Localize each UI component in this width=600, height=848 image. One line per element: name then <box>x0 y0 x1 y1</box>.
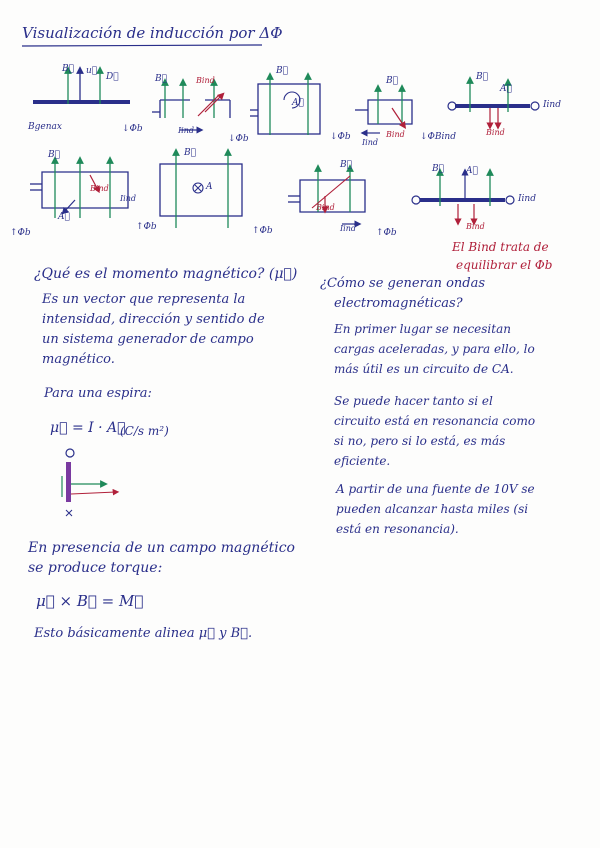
d9-a-label: A⃗ <box>466 166 478 176</box>
title-underline <box>22 45 262 46</box>
red-note-line-2: equilibrar el Φb <box>456 258 553 272</box>
espira-heading: Para una espira: <box>44 386 152 401</box>
answer-2-line-2: cargas aceleradas, y para ello, lo <box>334 342 535 356</box>
d1-d-label: D⃗ <box>106 72 119 82</box>
d2-bind-label: Bind <box>196 76 215 85</box>
d7-phi-label: ↑Φb <box>136 222 157 232</box>
answer-1-line-2: intensidad, dirección y sentido de <box>42 312 265 327</box>
answer-3-line-4: eficiente. <box>334 454 391 468</box>
page-title: Visualización de inducción por ΔΦ <box>22 24 283 42</box>
d5-b-label: B⃗ <box>476 72 489 82</box>
answer-1-line-3: un sistema generador de campo <box>42 332 254 347</box>
d6-b-label: B⃗ <box>48 150 61 160</box>
d5-iind-label: Iind <box>543 100 561 110</box>
espira-sketch <box>62 449 116 516</box>
diagram-2 <box>152 82 230 130</box>
question-em-waves-line-1: ¿Cómo se generan ondas <box>320 276 486 291</box>
d8-phi-label: ↑Φb <box>252 226 273 236</box>
answer-2-line-3: más útil es un circuito de CA. <box>334 362 514 376</box>
answer-4-line-1: A partir de una fuente de 10V se <box>336 482 535 496</box>
d4-b-label: B⃗ <box>386 76 399 86</box>
question-magnetic-moment: ¿Qué es el momento magnético? (μ⃗) <box>34 266 298 282</box>
alignment-note: Esto básicamente alinea μ⃗ y B⃗. <box>34 626 253 641</box>
diagram-5 <box>448 80 539 126</box>
cross-product-formula: μ⃗ × B⃗ = M⃗ <box>36 592 144 610</box>
diagram-4 <box>355 88 412 133</box>
d2-phi-label: ↓Φb <box>228 134 249 144</box>
d9-iind-label: Iind <box>518 194 536 204</box>
answer-3-line-2: circuito está en resonancia como <box>334 414 536 428</box>
diagram-8 <box>288 168 365 224</box>
answer-2-line-1: En primer lugar se necesitan <box>334 322 511 336</box>
answer-4-line-2: pueden alcanzar hasta miles (si <box>336 502 529 516</box>
diagram-7 <box>160 152 242 228</box>
d9-bind-label: Bind <box>466 222 485 231</box>
d5-bind-label: Bind <box>486 128 505 137</box>
moment-units: (C/s m²) <box>120 424 169 438</box>
answer-4-line-3: está en resonancia). <box>336 522 459 536</box>
moment-formula: μ⃗ = I · A⃗ <box>50 420 126 436</box>
d1-phi-label: ↓Φb <box>122 124 143 134</box>
answer-3-line-1: Se puede hacer tanto si el <box>334 394 493 408</box>
d4-iind-label: Iind <box>362 138 378 147</box>
d7-a-label: A <box>206 182 213 192</box>
d7-b-label: B⃗ <box>184 148 197 158</box>
d2-b-label: B⃗ <box>155 74 168 84</box>
red-note-line-1: El Bind trata de <box>452 240 549 254</box>
d9-b-label: B⃗ <box>432 164 445 174</box>
diagram-6 <box>30 160 128 218</box>
torque-line-2: se produce torque: <box>28 560 163 576</box>
d4-phi-label: ↓ΦBind <box>420 132 456 142</box>
torque-line-1: En presencia de un campo magnético <box>28 540 295 556</box>
answer-1-line-1: Es un vector que representa la <box>42 292 246 307</box>
d6-a-label: A⃗ <box>58 212 70 222</box>
diagram-3 <box>250 76 320 135</box>
d6-iind-label: Iind <box>120 194 136 203</box>
d5-a-label: A⃗ <box>500 84 512 94</box>
d3-a-label: A⃗ <box>292 98 304 108</box>
d8-bind-label: Bind <box>316 203 335 212</box>
answer-1-line-4: magnético. <box>42 352 115 367</box>
d6-bind-label: Bind <box>90 184 109 193</box>
d4-bind-label: Bind <box>386 130 405 139</box>
d6-phi-label: ↑Φb <box>10 228 31 238</box>
d1-left-label: Bgenax <box>28 122 62 132</box>
diagram-9 <box>412 172 514 222</box>
d3-b-label: B⃗ <box>276 66 289 76</box>
d2-iind-label: Iind <box>178 126 194 135</box>
d8-iind-label: Iind <box>340 224 356 233</box>
d3-phi-label: ↓Φb <box>330 132 351 142</box>
d1-u-label: u⃗ <box>86 66 98 76</box>
d1-b-label: B⃗ <box>62 64 75 74</box>
answer-3-line-3: si no, pero si lo está, es más <box>334 434 506 448</box>
question-em-waves-line-2: electromagnéticas? <box>334 296 463 311</box>
d8-b-label: B⃗ <box>340 160 353 170</box>
d9-phi-label: ↑Φb <box>376 228 397 238</box>
